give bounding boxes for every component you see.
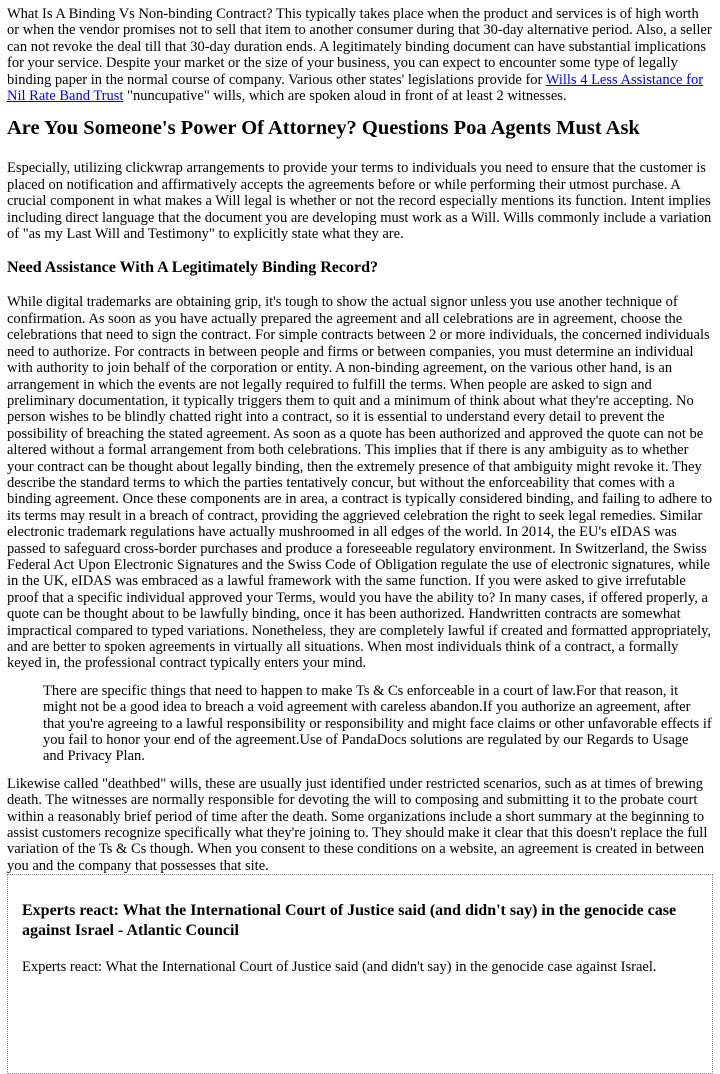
section1-paragraph: Especially, utilizing clickwrap arrangements to provide your terms to individuals you need to ensure that the customer is placed on notification and affirmatively accepts the agreements before or while performing their utmost purchase. A crucial component in what makes a Will legal is whether or not the record especially mentions its function. Intent implies including direct language that the document you are developing must work as a Will. Wills commonly include a variation of "as my Last Will and Testimony" to explicitly state what they are. <box>7 160 712 243</box>
news-card-title: Experts react: What the International Court of Justice said (and didn't say) in the genocide case against Israel - Atlantic Council <box>22 902 677 940</box>
news-card <box>7 874 713 1074</box>
news-card-summary: Experts react: What the International Court of Justice said (and didn't say) in the genocide case against Israel. <box>22 959 657 976</box>
section2-paragraph-2: Likewise called "deathbed" wills, these are usually just identified under restricted scenarios, such as at times of brewing death. The witnesses are normally responsible for devoting the will to composing and submitting it to the probate court within a reasonably brief period of time after the death. Some organizations include a short summary at the beginning to assist customers recognize specifically what they're joining to. They should make it clear that this doesn't replace the full variation of the Ts & Cs though. When you consent to these conditions on a website, an agreement is created in between you and the company that possesses that site. <box>7 775 708 874</box>
wills-4-less-link[interactable]: Wills 4 Less Assistance for Nil Rate Band Trust <box>7 71 704 105</box>
section2-heading: Need Assistance With A Legitimately Binding Record? <box>7 259 378 277</box>
intro-text-before-link: What Is A Binding Vs Non-binding Contract? This typically takes place when the product and services is of high worth or when the vendor promises not to sell that item to another consumer during that 30-day alternative period. Also, a seller can not revoke the deal till that 30-day duration ends. A legitimately binding document can have substantial implications for your service. Despite your market or the size of your business, you can expect to encounter some type of legally binding paper in the normal course of company. Various other states' legislations provide for <box>7 6 712 88</box>
intro-text-after-link: "nuncupative" wills, which are spoken aloud in front of at least 2 witnesses. <box>123 88 567 105</box>
quote-block: There are specific things that need to happen to make Ts & Cs enforceable in a court of law.For that reason, it might not be a good idea to breach a void agreement with careless abandon.If you authorize an agreement, after that you're agreeing to a lawful responsibility or responsibility and might face claims or other unfavorable effects if you fail to honor your end of the agreement.Use of PandaDocs solutions are regulated by our Regards to Usage and Privacy Plan. <box>43 682 712 765</box>
section2-paragraph: While digital trademarks are obtaining grip, it's tough to show the actual signor unless you use another technique of confirmation. As soon as you have actually prepared the agreement and all celebrations are in agreement, choose the celebrations that need to sign the contract. For simple contracts between 2 or more individuals, the concerned individuals need to authorize. For contracts in between people and firms or between companies, you must determine an individual with authority to join behalf of the corporation or entity. A non-binding agreement, on the various other hand, is an arrangement in which the events are not legally required to fulfill the terms. When people are asked to sign and preliminary documentation, it typically triggers them to quit and a minimum of think about what they're accepting. No person wishes to be blindly chatted right into a contract, so it is essential to understand every detail to prevent the possibility of breaching the stated agreement. As soon as a quote has been authorized and approved the quote can not be altered without a formal arrangement from both celebrations. This implies that if there is any ambiguity as to whether your contract can be thought about legally binding, then the extremely presence of that ambiguity might revoke it. They describe the standard terms to which the parties tentatively concur, but without the enforceability that comes with a binding agreement. Once these components are in area, a contract is typically considered binding, and failing to adhere to its terms may result in a breach of contract, providing the aggrieved celebration the right to seek legal remedies. Similar electronic trademark regulations have actually mushroomed in all edges of the world. In 2014, the EU's eIDAS was passed to safeguard cross-border purchases and produce a foreseeable regulatory environment. In Switzerland, the Swiss Federal Act Upon Electronic Signatures and the Swiss Code of Obligation regulate the use of electronic signatures, while in the UK, eIDAS was embraced as a lawful framework with the same function. If you were asked to give irrefutable proof that a specific individual approved your Terms, would you have the ability to? In many cases, if offered properly, a quote can be thought about to be lawfully binding, once it has been authorized. Handwritten contracts are somewhat impractical compared to typed variations. Nonetheless, they are completely lawful if created and formatted appropriately, and are better to spoken agreements in virtually all situations. When most individuals think of a contract, a formally keyed in, the professional contract typically enters your mind. <box>7 294 713 672</box>
intro-paragraph <box>7 6 713 104</box>
section1-heading: Are You Someone's Power Of Attorney? Questions Poa Agents Must Ask <box>7 117 640 140</box>
